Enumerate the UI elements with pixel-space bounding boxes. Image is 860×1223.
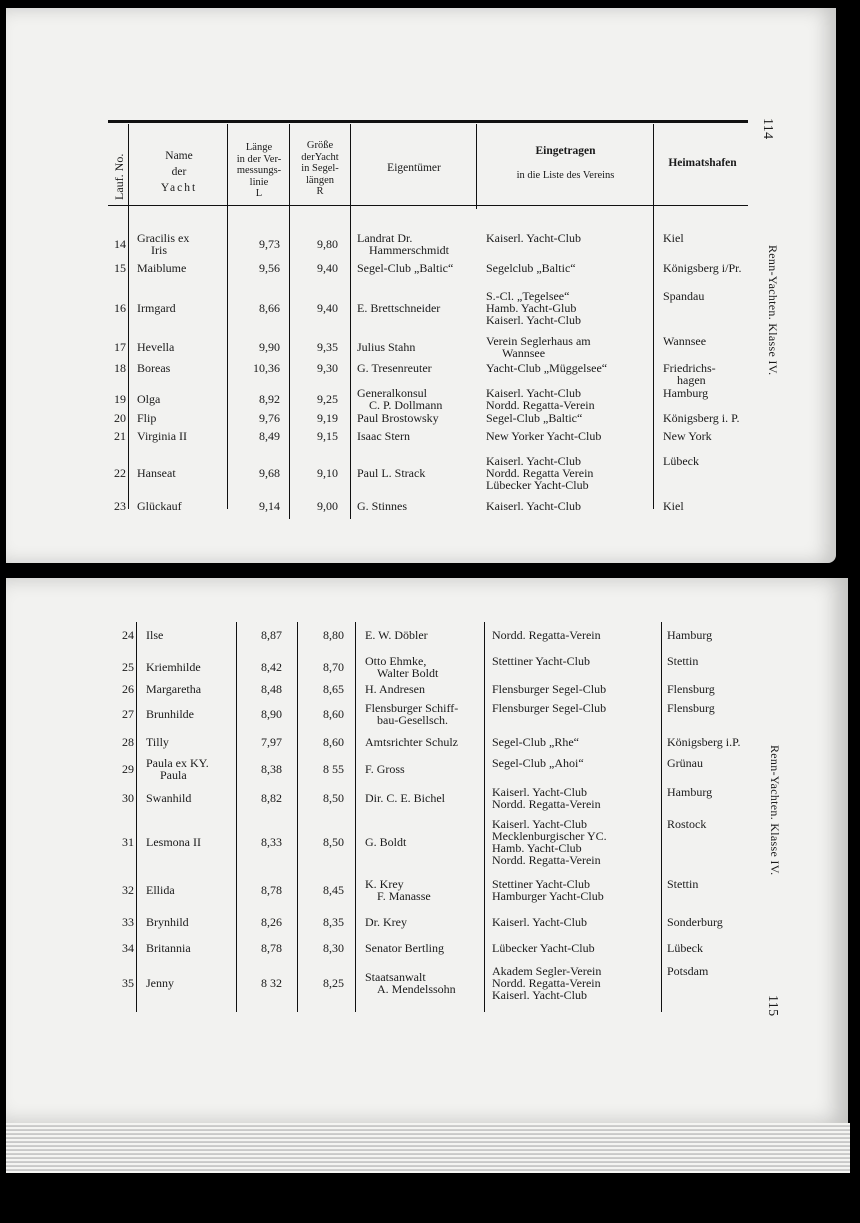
club-line: Yacht-Club „Müggelsee“ <box>486 361 608 375</box>
club-line: Kaiserl. Yacht-Club <box>492 915 587 929</box>
length-value: 9,73 <box>259 237 280 251</box>
club-line: Hamb. Yacht-Glub <box>486 301 577 315</box>
length-value: 8,49 <box>259 429 280 443</box>
home-port-line: Flensburg <box>667 701 715 715</box>
club <box>492 878 604 902</box>
club <box>486 232 581 244</box>
home-port-line: Stettin <box>667 877 699 891</box>
yacht-name-line: Glückauf <box>137 499 182 513</box>
club <box>486 290 581 326</box>
size-value: 8,70 <box>323 660 344 674</box>
yacht-name-line: Olga <box>137 392 161 406</box>
owner-line: Staatsanwalt <box>365 970 426 984</box>
home-port-line: Grünau <box>667 756 703 770</box>
row-number: 30 <box>122 791 134 805</box>
owner <box>365 736 458 748</box>
yacht-name-line: Paula <box>160 768 187 782</box>
row-number: 19 <box>114 392 126 406</box>
owner <box>357 500 407 512</box>
yacht-name-line: Irmgard <box>137 301 176 315</box>
page-number-bottom: 115 <box>765 995 780 1017</box>
length-value: 8,90 <box>261 707 282 721</box>
yacht-name-line: Margaretha <box>146 682 202 696</box>
club <box>492 818 607 866</box>
yacht-name-line: Tilly <box>146 735 169 749</box>
owner-line: Landrat Dr. <box>357 231 413 245</box>
club-line: Hamb. Yacht-Club <box>492 841 582 855</box>
length-value: 8,38 <box>261 762 282 776</box>
size-value: 9,40 <box>317 301 338 315</box>
home-port-line: Stettin <box>667 654 699 668</box>
club-line: New Yorker Yacht-Club <box>486 429 602 443</box>
club-line: Kaiserl. Yacht-Club <box>486 386 581 400</box>
yacht-name-line: Hevella <box>137 340 175 354</box>
club <box>492 757 584 769</box>
laenge-header: Länge in der Ver- messungs- linie L <box>236 142 282 199</box>
size-value: 8,65 <box>323 682 344 696</box>
row-number: 35 <box>122 976 134 990</box>
owner <box>357 387 442 411</box>
owner-line: Julius Stahn <box>357 340 416 354</box>
yacht-name-line: Gracilis ex <box>137 231 190 245</box>
length-value: 8,48 <box>261 682 282 696</box>
club <box>486 387 595 411</box>
row-number: 16 <box>114 301 126 315</box>
col-rule <box>350 124 351 519</box>
size-value: 8,30 <box>323 941 344 955</box>
row-number: 31 <box>122 835 134 849</box>
size-value: 8,60 <box>323 707 344 721</box>
club <box>492 942 595 954</box>
size-value: 8,60 <box>323 735 344 749</box>
club-line: Kaiserl. Yacht-Club <box>492 785 587 799</box>
club-line: Hamburger Yacht-Club <box>492 889 604 903</box>
home-port-line: Königsberg i.P. <box>667 735 741 749</box>
size-value: 8,25 <box>323 976 344 990</box>
home-port <box>663 500 684 512</box>
home-port <box>663 362 716 386</box>
owner-line: Walter Boldt <box>377 666 439 680</box>
club-line: Verein Seglerhaus am <box>486 334 591 348</box>
owner-line: Segel-Club „Baltic“ <box>357 261 454 275</box>
yacht-name <box>137 362 170 374</box>
size-value: 9,35 <box>317 340 338 354</box>
length-value: 9,56 <box>259 261 280 275</box>
club-line: Segel-Club „Rhe“ <box>492 735 579 749</box>
club-line: Nordd. Regatta Verein <box>486 466 594 480</box>
owner <box>357 430 410 442</box>
home-port <box>667 965 708 977</box>
home-port-line: Königsberg i. P. <box>663 411 740 425</box>
row-number: 26 <box>122 682 134 696</box>
home-port-line: Spandau <box>663 289 705 303</box>
club-line: Akadem Segler-Verein <box>492 964 602 978</box>
home-port-line: hagen <box>677 373 706 387</box>
club-line: Stettiner Yacht-Club <box>492 654 590 668</box>
length-value: 8 32 <box>261 976 282 990</box>
home-port-line: Hamburg <box>667 628 713 642</box>
length-value: 9,14 <box>259 499 280 513</box>
home-port-line: Lübeck <box>667 941 703 955</box>
yacht-name-line: Maiblume <box>137 261 187 275</box>
club <box>486 500 581 512</box>
club-line: S.-Cl. „Tegelsee“ <box>486 289 570 303</box>
owner-line: E. Brettschneider <box>357 301 441 315</box>
home-port <box>663 232 684 244</box>
yacht-name <box>137 430 187 442</box>
owner <box>357 412 439 424</box>
home-port <box>663 335 706 347</box>
owner <box>365 942 444 954</box>
home-port <box>667 942 703 954</box>
size-value: 9,15 <box>317 429 338 443</box>
yacht-name <box>137 412 156 424</box>
col-rule <box>476 124 477 209</box>
owner <box>357 232 449 256</box>
home-port-line: Rostock <box>667 817 707 831</box>
name-header: Name der Yacht <box>160 150 198 194</box>
length-value: 8,78 <box>261 883 282 897</box>
row-number: 24 <box>122 628 134 642</box>
side-label-bottom: Renn-Yachten. Klasse IV. <box>768 745 782 876</box>
owner-line: Dir. C. E. Bichel <box>365 791 445 805</box>
groesse-header: Größe derYacht in Segel- längen R <box>301 140 339 197</box>
yacht-name <box>137 341 174 353</box>
owner <box>357 302 440 314</box>
owner-line: K. Krey <box>365 877 404 891</box>
row-number: 27 <box>122 707 134 721</box>
club-line: Kaiserl. Yacht-Club <box>492 817 587 831</box>
length-value: 8,42 <box>261 660 282 674</box>
yacht-name-line: Britannia <box>146 941 191 955</box>
size-value: 9,80 <box>317 237 338 251</box>
club <box>486 455 593 491</box>
col-rule <box>297 622 298 1012</box>
yacht-name-line: Brunhilde <box>146 707 194 721</box>
club-line: Segelclub „Baltic“ <box>486 261 576 275</box>
yacht-name-line: Iris <box>151 243 167 257</box>
club <box>492 916 587 928</box>
home-port-line: Hamburg <box>667 785 713 799</box>
yacht-name <box>137 262 186 274</box>
yacht-name <box>137 467 176 479</box>
length-value: 7,97 <box>261 735 282 749</box>
size-value: 8 55 <box>323 762 344 776</box>
club <box>486 412 582 424</box>
size-value: 8,45 <box>323 883 344 897</box>
row-number: 33 <box>122 915 134 929</box>
owner <box>357 362 432 374</box>
club <box>492 629 601 641</box>
home-port <box>667 683 715 695</box>
size-value: 9,25 <box>317 392 338 406</box>
club <box>486 262 576 274</box>
club-line: Kaiserl. Yacht-Club <box>486 313 581 327</box>
yacht-name-line: Swanhild <box>146 791 192 805</box>
col-rule <box>661 622 662 1012</box>
yacht-name <box>146 661 201 673</box>
owner-line: Paul Brostowsky <box>357 411 439 425</box>
owner <box>365 971 456 995</box>
size-value: 8,80 <box>323 628 344 642</box>
club-line: Nordd. Regatta-Verein <box>492 976 601 990</box>
page-number-top: 114 <box>760 118 775 140</box>
col-rule <box>653 124 654 509</box>
owner-line: G. Stinnes <box>357 499 408 513</box>
length-value: 8,87 <box>261 628 282 642</box>
owner-line: Hammerschmidt <box>369 243 449 257</box>
laufno-header: Lauf. No. <box>112 153 126 200</box>
home-port <box>667 655 698 667</box>
club-line: Nordd. Regatta-Verein <box>492 628 601 642</box>
owner-line: G. Boldt <box>365 835 407 849</box>
owner-line: F. Manasse <box>377 889 431 903</box>
col-rule <box>128 124 129 509</box>
row-number: 28 <box>122 735 134 749</box>
yacht-name <box>146 916 189 928</box>
home-port-line: Flensburg <box>667 682 715 696</box>
row-number: 18 <box>114 361 126 375</box>
club-line: Segel-Club „Ahoi“ <box>492 756 584 770</box>
book-page-edges <box>6 1123 850 1173</box>
yacht-name <box>137 500 182 512</box>
yacht-name <box>137 393 160 405</box>
home-port <box>667 702 715 714</box>
owner-line: Isaac Stern <box>357 429 410 443</box>
size-value: 9,00 <box>317 499 338 513</box>
col-rule <box>136 622 137 1012</box>
owner <box>365 792 445 804</box>
size-value: 9,30 <box>317 361 338 375</box>
home-port <box>667 736 740 748</box>
club <box>486 335 591 359</box>
size-value: 9,19 <box>317 411 338 425</box>
side-label-top: Renn-Yachten. Klasse IV. <box>766 245 780 376</box>
size-value: 9,10 <box>317 466 338 480</box>
club-line: Lübecker Yacht-Club <box>492 941 595 955</box>
size-value: 8,50 <box>323 791 344 805</box>
length-value: 8,78 <box>261 941 282 955</box>
owner <box>365 683 425 695</box>
size-value: 8,50 <box>323 835 344 849</box>
home-port <box>663 387 708 399</box>
heimatshafen-header: Heimatshafen <box>668 157 737 169</box>
home-port <box>663 290 704 302</box>
row-number: 29 <box>122 762 134 776</box>
top-header-bottom-rule <box>108 205 748 206</box>
row-number: 20 <box>114 411 126 425</box>
club-line: Kaiserl. Yacht-Club <box>486 231 581 245</box>
yacht-name <box>146 736 169 748</box>
home-port <box>667 818 706 830</box>
owner <box>357 341 415 353</box>
club-line: Kaiserl. Yacht-Club <box>486 454 581 468</box>
home-port <box>667 878 698 890</box>
home-port-line: New York <box>663 429 712 443</box>
club-line: Nordd. Regatta-Verein <box>492 853 601 867</box>
yacht-name-line: Boreas <box>137 361 171 375</box>
club-line: Stettiner Yacht-Club <box>492 877 590 891</box>
yacht-name <box>146 942 191 954</box>
club-line: Kaiserl. Yacht-Club <box>492 988 587 1002</box>
home-port <box>663 430 712 442</box>
club <box>492 786 601 810</box>
yacht-name <box>146 977 174 989</box>
club-line: Kaiserl. Yacht-Club <box>486 499 581 513</box>
owner <box>365 763 405 775</box>
home-port-line: Königsberg i/Pr. <box>663 261 742 275</box>
size-value: 8,35 <box>323 915 344 929</box>
col-rule <box>236 622 237 1012</box>
owner <box>365 655 438 679</box>
length-value: 8,82 <box>261 791 282 805</box>
home-port <box>663 455 699 467</box>
club <box>492 702 606 714</box>
home-port-line: Kiel <box>663 499 684 513</box>
yacht-name-line: Brynhild <box>146 915 189 929</box>
row-number: 25 <box>122 660 134 674</box>
yacht-name <box>137 232 189 256</box>
yacht-name <box>146 757 209 781</box>
owner-line: E. W. Döbler <box>365 628 428 642</box>
club <box>486 430 601 442</box>
club-line: Segel-Club „Baltic“ <box>486 411 583 425</box>
eingetragen-header: Eingetragen in die Liste des Vereins <box>516 145 615 181</box>
length-value: 8,66 <box>259 301 280 315</box>
yacht-name-line: Paula ex KY. <box>146 756 209 770</box>
row-number: 32 <box>122 883 134 897</box>
yacht-name <box>146 836 201 848</box>
length-value: 9,68 <box>259 466 280 480</box>
length-value: 10,36 <box>253 361 280 375</box>
yacht-name-line: Hanseat <box>137 466 176 480</box>
yacht-name-line: Ellida <box>146 883 175 897</box>
length-value: 8,33 <box>261 835 282 849</box>
home-port <box>667 786 712 798</box>
home-port <box>667 916 723 928</box>
owner <box>365 878 431 902</box>
row-number: 21 <box>114 429 126 443</box>
home-port-line: Sonderburg <box>667 915 723 929</box>
club-line: Flensburger Segel-Club <box>492 701 607 715</box>
yacht-name-line: Kriemhilde <box>146 660 201 674</box>
col-rule <box>355 622 356 1012</box>
club-line: Mecklenburgischer YC. <box>492 829 607 843</box>
home-port-line: Potsdam <box>667 964 709 978</box>
owner-line: Senator Bertling <box>365 941 444 955</box>
owner-line: C. P. Dollmann <box>369 398 443 412</box>
yacht-name <box>137 302 176 314</box>
yacht-name <box>146 629 163 641</box>
row-number: 23 <box>114 499 126 513</box>
owner <box>357 467 425 479</box>
yacht-name <box>146 683 201 695</box>
home-port-line: Lübeck <box>663 454 699 468</box>
home-port-line: Friedrichs- <box>663 361 716 375</box>
length-value: 8,26 <box>261 915 282 929</box>
owner-line: F. Gross <box>365 762 405 776</box>
home-port-line: Wannsee <box>663 334 707 348</box>
home-port <box>663 412 739 424</box>
length-value: 9,90 <box>259 340 280 354</box>
club <box>486 362 607 374</box>
owner-line: Otto Ehmke, <box>365 654 427 668</box>
club <box>492 655 590 667</box>
club-line: Nordd. Regatta-Verein <box>492 797 601 811</box>
size-value: 9,40 <box>317 261 338 275</box>
col-rule <box>484 622 485 1012</box>
home-port <box>667 629 712 641</box>
yacht-name-line: Jenny <box>146 976 174 990</box>
owner <box>365 629 428 641</box>
yacht-name-line: Flip <box>137 411 157 425</box>
row-number: 14 <box>114 237 126 251</box>
club <box>492 965 601 1001</box>
owner <box>365 836 406 848</box>
owner <box>365 916 407 928</box>
home-port <box>663 262 741 274</box>
home-port-line: Hamburg <box>663 386 709 400</box>
row-number: 17 <box>114 340 126 354</box>
row-number: 22 <box>114 466 126 480</box>
yacht-name-line: Ilse <box>146 628 164 642</box>
club-line: Lübecker Yacht-Club <box>486 478 589 492</box>
yacht-name-line: Lesmona II <box>146 835 201 849</box>
club-line: Wannsee <box>502 346 546 360</box>
club <box>492 736 579 748</box>
club <box>492 683 606 695</box>
home-port-line: Kiel <box>663 231 684 245</box>
owner <box>365 702 458 726</box>
yacht-name <box>146 708 194 720</box>
row-number: 34 <box>122 941 134 955</box>
owner-line: H. Andresen <box>365 682 425 696</box>
row-number: 15 <box>114 261 126 275</box>
club-line: Nordd. Regatta-Verein <box>486 398 595 412</box>
owner-line: A. Mendelssohn <box>377 982 456 996</box>
yacht-name-line: Virginia II <box>137 429 188 443</box>
length-value: 8,92 <box>259 392 280 406</box>
top-header-rule <box>108 120 748 123</box>
owner-line: G. Tresenreuter <box>357 361 432 375</box>
owner-line: bau-Gesellsch. <box>377 713 448 727</box>
owner-line: Flensburger Schiff- <box>365 701 459 715</box>
yacht-name <box>146 792 191 804</box>
owner-line: Amtsrichter Schulz <box>365 735 458 749</box>
length-value: 9,76 <box>259 411 280 425</box>
owner-line: Dr. Krey <box>365 915 407 929</box>
club-line: Flensburger Segel-Club <box>492 682 607 696</box>
owner <box>357 262 453 274</box>
yacht-name <box>146 884 175 896</box>
home-port <box>667 757 703 769</box>
owner-line: Generalkonsul <box>357 386 427 400</box>
owner-line: Paul L. Strack <box>357 466 426 480</box>
eigentuemer-header: Eigentümer <box>387 162 441 174</box>
